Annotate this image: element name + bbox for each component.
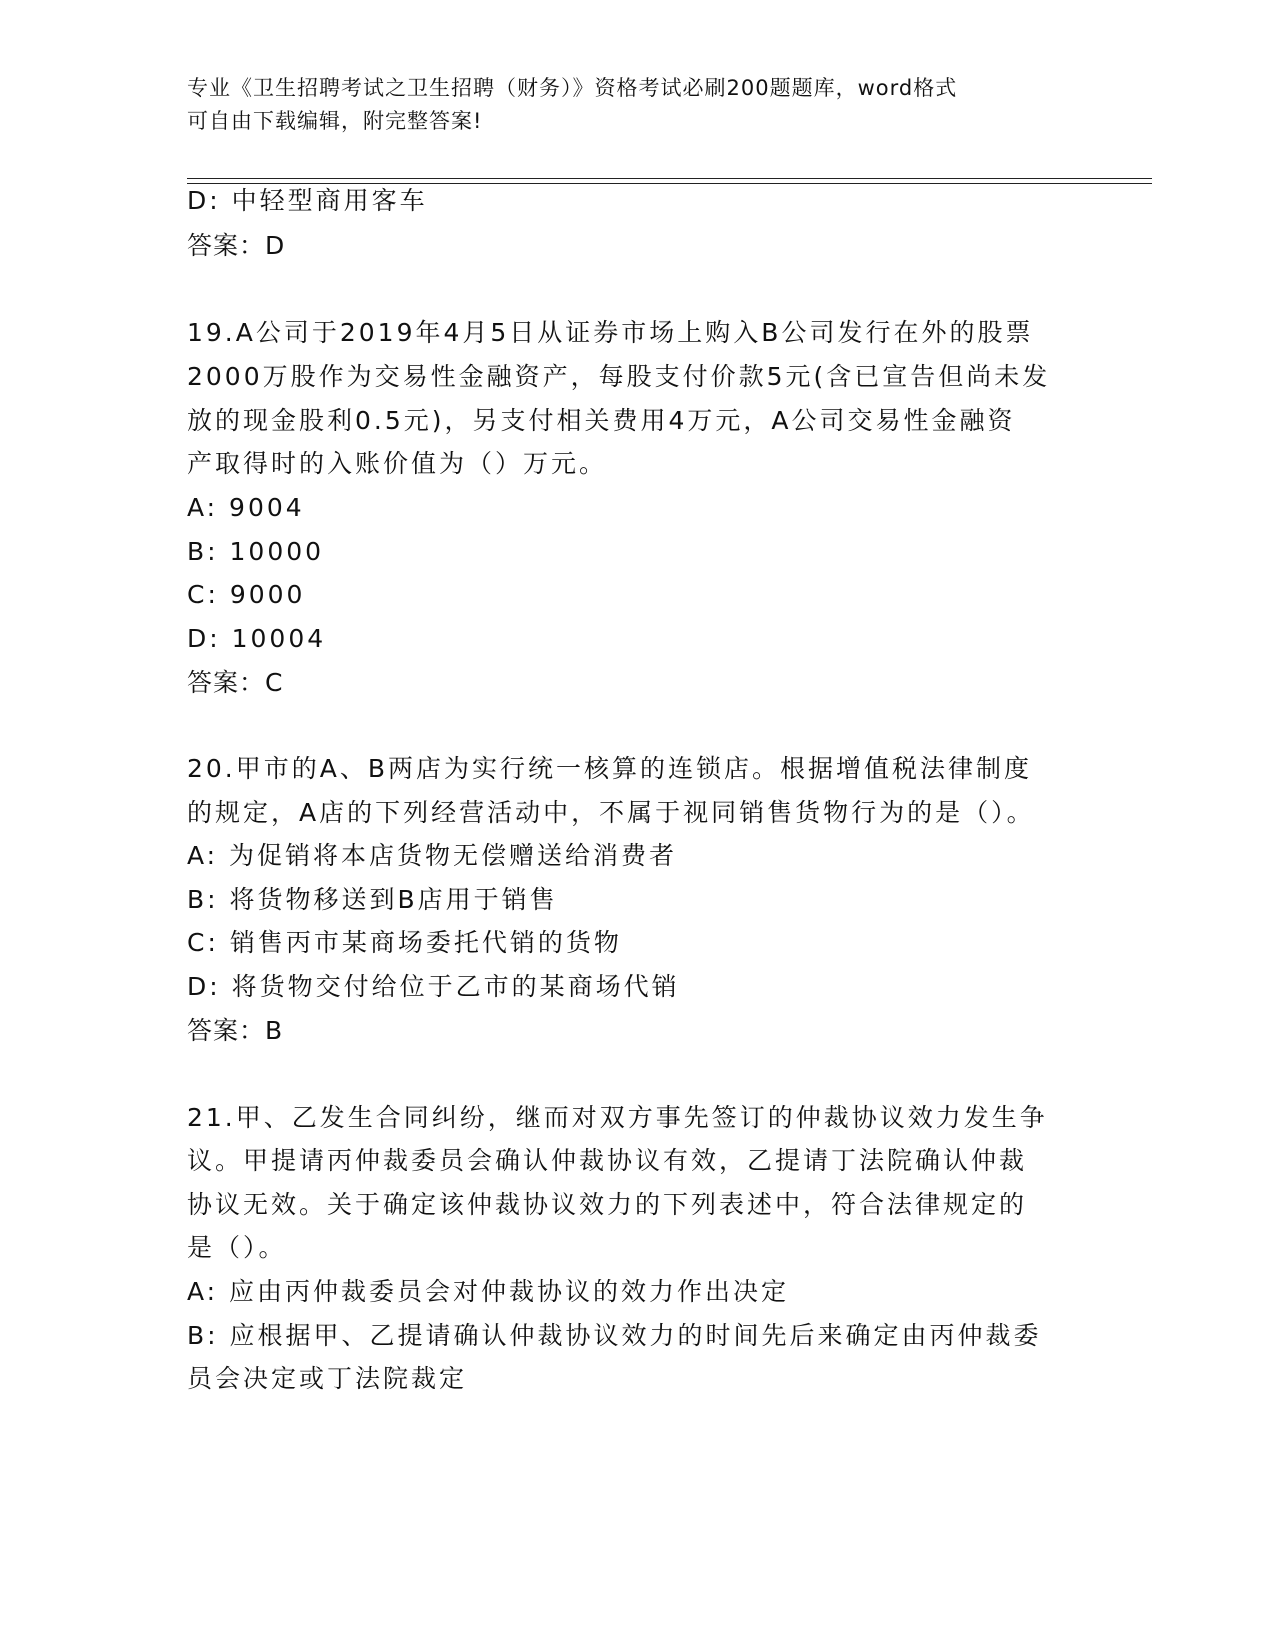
q20-option-b: B: 将货物移送到B店用于销售 — [187, 885, 558, 914]
q20-option-d: D: 将货物交付给位于乙市的某商场代销 — [187, 972, 680, 1001]
header-line-2: 可自由下载编辑，附完整答案! — [187, 109, 483, 133]
q21-stem-line-3: 协议无效。关于确定该仲裁协议效力的下列表述中，符合法律规定的 — [187, 1190, 1028, 1219]
q19-answer: 答案：C — [187, 668, 284, 697]
q19-option-d: D: 10004 — [187, 624, 327, 653]
q19-stem-line-2: 2000万股作为交易性金融资产，每股支付价款5元(含已宣告但尚未发 — [187, 362, 1051, 391]
q21-option-a: A: 应由丙仲裁委员会对仲裁协议的效力作出决定 — [187, 1277, 790, 1306]
q18-option-d: D: 中轻型商用客车 — [187, 186, 428, 215]
q20-option-a: A: 为促销将本店货物无偿赠送给消费者 — [187, 841, 678, 870]
q19-stem-line-3: 放的现金股利0.5元)，另支付相关费用4万元，A公司交易性金融资 — [187, 406, 1016, 435]
q20-stem-line-2: 的规定，A店的下列经营活动中，不属于视同销售货物行为的是（）。 — [187, 798, 1035, 827]
q21-stem-line-4: 是（）。 — [187, 1233, 287, 1262]
q21-stem-line-1: 21.甲、乙发生合同纠纷，继而对双方事先签订的仲裁协议效力发生争 — [187, 1103, 1048, 1132]
q19-option-b: B: 10000 — [187, 537, 325, 566]
header-line-1: 专业《卫生招聘考试之卫生招聘（财务）》资格考试必刷200题题库，word格式 — [187, 76, 958, 100]
q19-stem-line-4: 产取得时的入账价值为（）万元。 — [187, 449, 608, 478]
q21-option-b-line-2: 员会决定或丁法院裁定 — [187, 1364, 468, 1393]
q20-option-c: C: 销售丙市某商场委托代销的货物 — [187, 928, 622, 957]
document-header — [187, 72, 1087, 138]
q20-stem-line-1: 20.甲市的A、B两店为实行统一核算的连锁店。根据增值税法律制度 — [187, 754, 1033, 783]
q21-stem-line-2: 议。甲提请丙仲裁委员会确认仲裁协议有效，乙提请丁法院确认仲裁 — [187, 1146, 1028, 1175]
header-divider-top — [187, 178, 1152, 179]
q19-option-c: C: 9000 — [187, 580, 306, 609]
q18-answer: 答案：D — [187, 231, 286, 260]
q19-option-a: A: 9004 — [187, 493, 305, 522]
q20-answer: 答案：B — [187, 1016, 284, 1045]
q19-stem-line-1: 19.A公司于2019年4月5日从证券市场上购入B公司发行在外的股票 — [187, 318, 1034, 347]
q21-option-b-line-1: B: 应根据甲、乙提请确认仲裁协议效力的时间先后来确定由丙仲裁委 — [187, 1321, 1042, 1350]
